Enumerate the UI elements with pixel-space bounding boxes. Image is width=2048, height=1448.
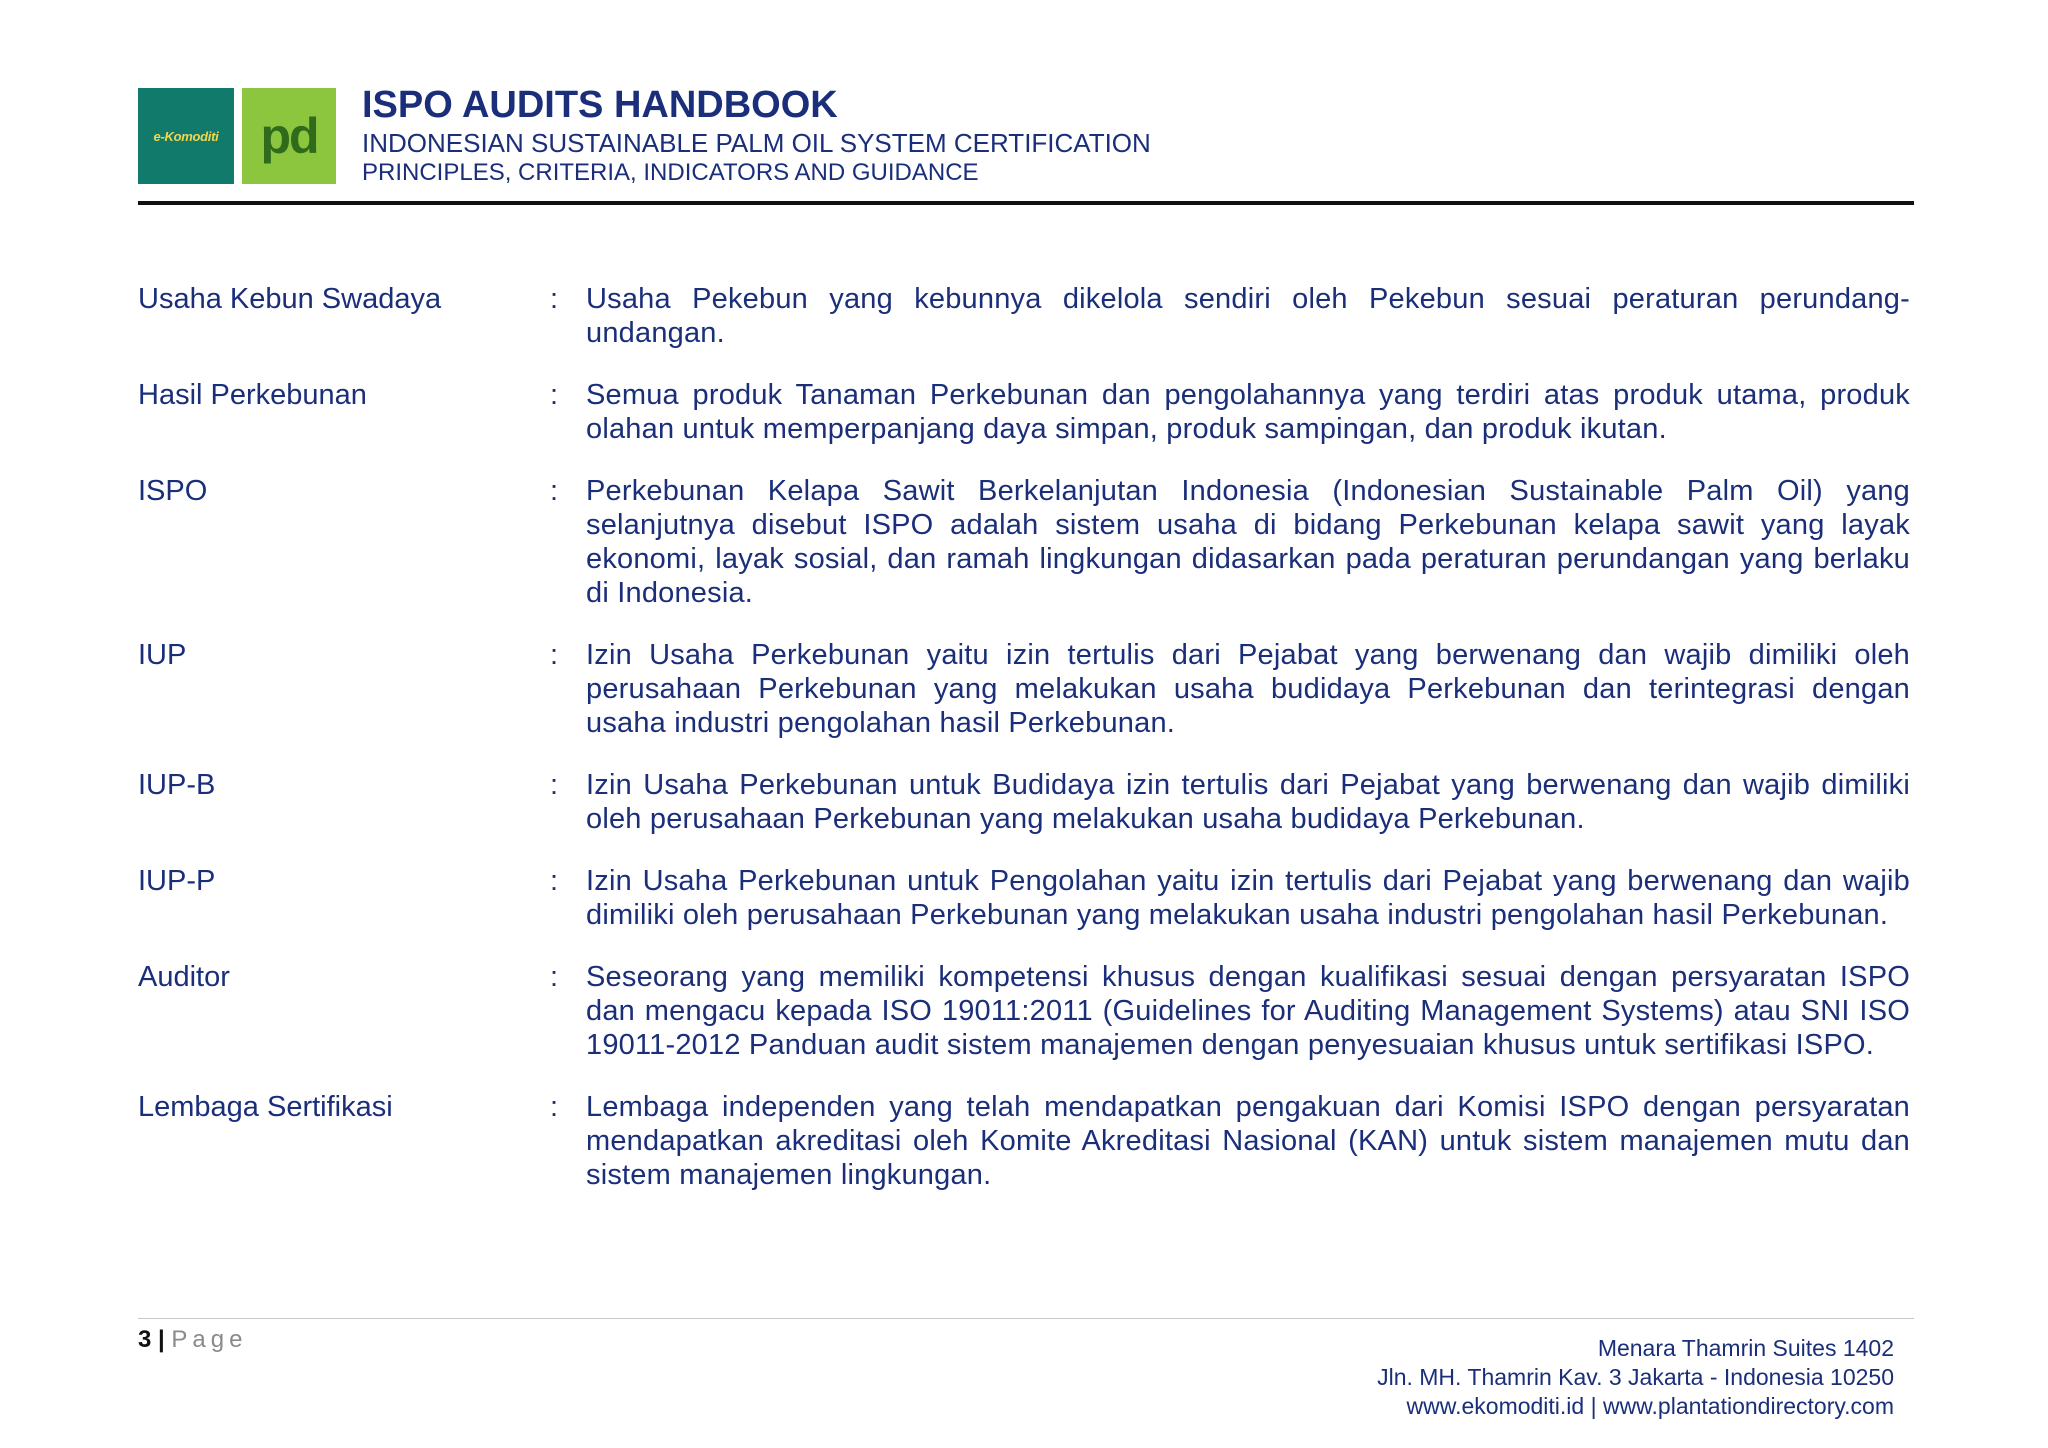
definition-term: IUP (138, 639, 187, 671)
definition-colon: : (550, 379, 559, 411)
definition-colon: : (550, 769, 559, 801)
footer-divider (138, 1318, 1914, 1319)
plantation-directory-logo (242, 88, 336, 184)
definition-text: Lembaga independen yang telah mendapatkan pengakuan dari Komisi ISPO dengan persyaratan mendapatkan akreditasi oleh Komite Akreditasi Nasional (KAN) untuk sistem manajemen mutu dan sistem manajemen lingkungan. (586, 1091, 1910, 1191)
definition-text: Semua produk Tanaman Perkebunan dan pengolahannya yang terdiri atas produk utama, produk olahan untuk memperpanjang daya simpan, produk sampingan, dan produk ikutan. (586, 379, 1910, 445)
document-subtitle-2: PRINCIPLES, CRITERIA, INDICATORS AND GUIDANCE (362, 159, 979, 186)
definition-colon: : (550, 639, 559, 671)
definition-colon: : (550, 865, 559, 897)
definition-colon: : (550, 475, 559, 507)
definition-term: IUP-P (138, 865, 216, 897)
page-separator: | (158, 1326, 165, 1353)
definition-term: Usaha Kebun Swadaya (138, 283, 442, 315)
address-line: Jln. MH. Thamrin Kav. 3 Jakarta - Indonesia 10250 (1377, 1364, 1894, 1390)
header-divider (138, 201, 1914, 205)
definition-row (138, 960, 1910, 1062)
definition-text: Izin Usaha Perkebunan yaitu izin tertulis dari Pejabat yang berwenang dan wajib dimiliki oleh perusahaan Perkebunan yang melakukan usaha budidaya Perkebunan dan terintegrasi dengan usaha industri pengolahan hasil Perkebunan. (586, 639, 1910, 739)
definition-colon: : (550, 283, 559, 315)
definition-term: Hasil Perkebunan (138, 379, 367, 411)
definition-term: ISPO (138, 475, 208, 507)
definition-text: Usaha Pekebun yang kebunnya dikelola sendiri oleh Pekebun sesuai peraturan perundang-undangan. (586, 283, 1910, 349)
definition-row (138, 768, 1910, 836)
definition-term: Lembaga Sertifikasi (138, 1091, 393, 1123)
website-links: www.ekomoditi.id | www.plantationdirectory.com (1406, 1393, 1894, 1419)
page-number-value: 3 (138, 1326, 152, 1353)
page-label: Page (171, 1326, 248, 1353)
definition-text: Izin Usaha Perkebunan untuk Budidaya izin tertulis dari Pejabat yang berwenang dan wajib dimiliki oleh perusahaan Perkebunan yang melakukan usaha budidaya Perkebunan. (586, 769, 1910, 835)
definition-row (138, 474, 1910, 610)
definition-row (138, 282, 1910, 350)
definition-row (138, 638, 1910, 740)
definition-text: Perkebunan Kelapa Sawit Berkelanjutan Indonesia (Indonesian Sustainable Palm Oil) yang selanjutnya disebut ISPO adalah sistem usaha di bidang Perkebunan kelapa sawit yang layak ekonomi, layak sosial, dan ramah lingkungan didasarkan pada peraturan perundangan yang berlaku di Indonesia. (586, 475, 1910, 609)
definition-colon: : (550, 1091, 559, 1123)
footer-address (1377, 1334, 1894, 1421)
definition-colon: : (550, 961, 559, 993)
page-number (138, 1326, 247, 1354)
definition-term: IUP-B (138, 769, 216, 801)
definition-row (138, 1090, 1910, 1192)
page-header (138, 84, 1914, 206)
pd-logo-text: pd (260, 108, 318, 164)
definition-row (138, 864, 1910, 932)
definition-text: Seseorang yang memiliki kompetensi khusus dengan kualifikasi sesuai dengan persyaratan ISPO dan mengacu kepada ISO 19011:2011 (Guidelines for Auditing Management Systems) atau SNI ISO 19011-2012 Panduan audit sistem manajemen dengan penyesuaian khusus untuk sertifikasi ISPO. (586, 961, 1910, 1061)
address-line: Menara Thamrin Suites 1402 (1597, 1335, 1894, 1361)
definitions-list (138, 282, 1910, 1220)
ekomoditi-logo-text: e-Komoditi (153, 128, 219, 144)
document-subtitle: INDONESIAN SUSTAINABLE PALM OIL SYSTEM CERTIFICATION (362, 128, 1151, 158)
definition-text: Izin Usaha Perkebunan untuk Pengolahan yaitu izin tertulis dari Pejabat yang berwenang dan wajib dimiliki oleh perusahaan Perkebunan yang melakukan usaha industri pengolahan hasil Perkebunan. (586, 865, 1910, 931)
document-title: ISPO AUDITS HANDBOOK (362, 84, 838, 126)
definition-row (138, 378, 1910, 446)
definition-term: Auditor (138, 961, 230, 993)
ekomoditi-logo (138, 88, 234, 184)
